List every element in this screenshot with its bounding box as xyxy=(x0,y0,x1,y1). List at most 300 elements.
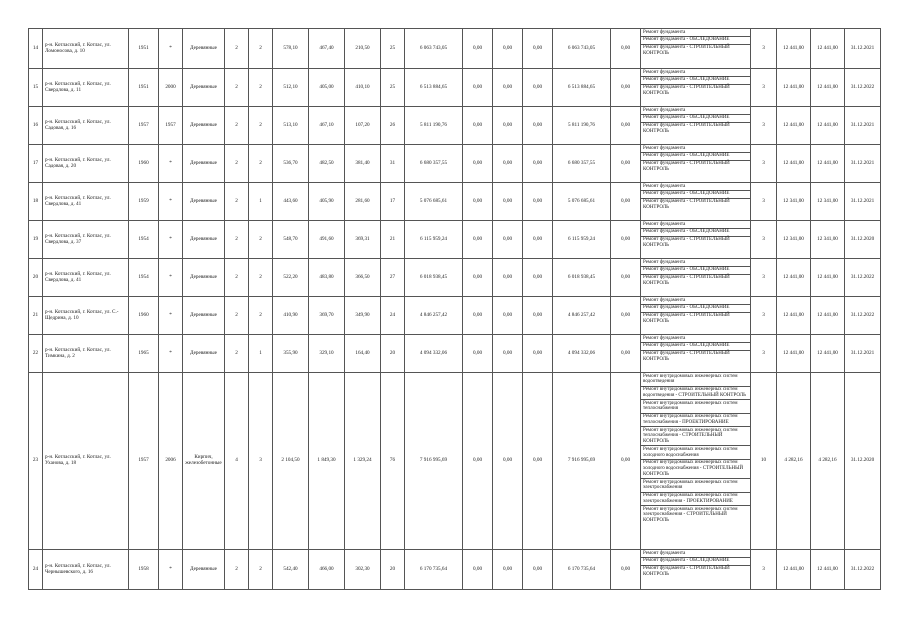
cell-address: р-н. Котласский, г. Котлас, ул. Свердлова, д. 37 xyxy=(43,221,129,259)
cell-address: р-н. Котласский, г. Котлас, ул. Ломоносова, д. 10 xyxy=(43,29,129,69)
cell-work-count: 3 xyxy=(751,221,777,259)
cell-funding-regional: 0,00 xyxy=(493,259,523,297)
cell-year-built: 1959 xyxy=(129,183,159,221)
cell-unit-cost-limit: 12 441,00 xyxy=(811,69,845,107)
cell-funding-regional: 0,00 xyxy=(493,69,523,107)
cell-row-number: 22 xyxy=(29,335,43,373)
cell-entrances: 2 xyxy=(249,145,273,183)
cell-area-residential: 366,50 xyxy=(345,259,381,297)
cell-floors: 2 xyxy=(225,335,249,373)
works-list xyxy=(641,259,750,287)
cell-area-living: 466,00 xyxy=(309,550,345,590)
cell-funding-other: 0,00 xyxy=(611,550,641,590)
cell-unit-cost: 12 441,00 xyxy=(777,297,811,335)
cell-funding-federal: 0,00 xyxy=(463,297,493,335)
cell-wall-material: Деревянные xyxy=(183,107,225,145)
cell-year-built: 1957 xyxy=(129,107,159,145)
cell-row-number: 16 xyxy=(29,107,43,145)
cell-area-living: 491,60 xyxy=(309,221,345,259)
cell-residents: 24 xyxy=(381,297,405,335)
work-item: Ремонт фундамента xyxy=(641,29,750,37)
cell-area-total: 513,10 xyxy=(273,107,309,145)
work-item: Ремонт фундамента xyxy=(641,335,750,343)
cell-wall-material: Деревянные xyxy=(183,69,225,107)
cell-work-count: 10 xyxy=(751,373,777,550)
cell-cost-total: 6 018 938,45 xyxy=(405,259,463,297)
cell-funding-owners: 6 170 735,64 xyxy=(553,550,611,590)
cell-completion-date: 31.12.2021 xyxy=(845,107,881,145)
cell-funding-owners: 6 680 357,55 xyxy=(553,145,611,183)
work-item: Ремонт фундамента - ОБСЛЕДОВАНИЕ xyxy=(641,267,750,275)
cell-residents: 25 xyxy=(381,29,405,69)
works-list xyxy=(641,335,750,363)
table-row xyxy=(29,29,881,69)
cell-funding-owners: 6 018 938,45 xyxy=(553,259,611,297)
cell-wall-material: Деревянные xyxy=(183,29,225,69)
cell-completion-date: 31.12.2021 xyxy=(845,183,881,221)
cell-funding-federal: 0,00 xyxy=(463,69,493,107)
cell-work-count: 3 xyxy=(751,335,777,373)
cell-entrances: 2 xyxy=(249,69,273,107)
cell-work-count: 3 xyxy=(751,107,777,145)
cell-funding-owners: 7 916 995,69 xyxy=(553,373,611,550)
cell-funding-federal: 0,00 xyxy=(463,183,493,221)
cell-funding-regional: 0,00 xyxy=(493,221,523,259)
cell-entrances: 2 xyxy=(249,297,273,335)
table-row xyxy=(29,69,881,107)
cell-residents: 17 xyxy=(381,183,405,221)
cell-unit-cost: 12 441,00 xyxy=(777,145,811,183)
cell-funding-local: 0,00 xyxy=(523,259,553,297)
cell-funding-federal: 0,00 xyxy=(463,550,493,590)
cell-cost-total: 6 063 743,05 xyxy=(405,29,463,69)
cell-funding-local: 0,00 xyxy=(523,335,553,373)
cell-unit-cost: 12 441,00 xyxy=(777,335,811,373)
cell-entrances: 2 xyxy=(249,259,273,297)
cell-cost-total: 5 811 190,76 xyxy=(405,107,463,145)
cell-residents: 31 xyxy=(381,145,405,183)
cell-area-total: 443,60 xyxy=(273,183,309,221)
cell-row-number: 23 xyxy=(29,373,43,550)
cell-wall-material: Деревянные xyxy=(183,221,225,259)
cell-year-built: 1958 xyxy=(129,550,159,590)
cell-year-reconstructed: * xyxy=(159,145,183,183)
cell-funding-federal: 0,00 xyxy=(463,145,493,183)
cell-funding-regional: 0,00 xyxy=(493,297,523,335)
cell-floors: 2 xyxy=(225,550,249,590)
cell-address: р-н. Котласский, г. Котлас, ул. Свердлова, д. 41 xyxy=(43,259,129,297)
cell-funding-federal: 0,00 xyxy=(463,29,493,69)
cell-works-list xyxy=(641,183,751,221)
work-item: Ремонт фундамента xyxy=(641,259,750,267)
cell-floors: 2 xyxy=(225,145,249,183)
cell-area-residential: 381,40 xyxy=(345,145,381,183)
works-list xyxy=(641,221,750,249)
cell-unit-cost-limit: 12 441,00 xyxy=(811,297,845,335)
cell-row-number: 19 xyxy=(29,221,43,259)
table-row xyxy=(29,550,881,590)
cell-year-reconstructed: * xyxy=(159,221,183,259)
cell-funding-local: 0,00 xyxy=(523,29,553,69)
cell-funding-other: 0,00 xyxy=(611,145,641,183)
cell-unit-cost: 12 441,00 xyxy=(777,259,811,297)
work-item: Ремонт фундамента - СТРОИТЕЛЬНЫЙ КОНТРОЛЬ xyxy=(643,275,730,286)
cell-area-living: 483,80 xyxy=(309,259,345,297)
cell-area-living: 405,90 xyxy=(309,183,345,221)
cell-area-residential: 410,10 xyxy=(345,69,381,107)
cell-works-list xyxy=(641,297,751,335)
cell-funding-regional: 0,00 xyxy=(493,373,523,550)
cell-funding-owners: 5 076 685,61 xyxy=(553,183,611,221)
cell-funding-federal: 0,00 xyxy=(463,335,493,373)
cell-entrances: 2 xyxy=(249,29,273,69)
table-row xyxy=(29,335,881,373)
cell-area-living: 482,50 xyxy=(309,145,345,183)
cell-funding-other: 0,00 xyxy=(611,107,641,145)
cell-unit-cost-limit: 12 341,00 xyxy=(811,221,845,259)
cell-area-total: 2 104,50 xyxy=(273,373,309,550)
work-item: Ремонт внутридомовых инженерных систем теплоснабжения xyxy=(641,400,750,414)
cell-year-reconstructed: 2006 xyxy=(159,373,183,550)
cell-funding-local: 0,00 xyxy=(523,373,553,550)
cell-funding-local: 0,00 xyxy=(523,183,553,221)
cell-completion-date: 31.12.2022 xyxy=(845,297,881,335)
repair-program-table xyxy=(28,28,881,590)
cell-funding-regional: 0,00 xyxy=(493,29,523,69)
cell-works-list xyxy=(641,259,751,297)
cell-works-list xyxy=(641,107,751,145)
cell-unit-cost-limit: 12 441,00 xyxy=(811,259,845,297)
cell-area-total: 512,10 xyxy=(273,69,309,107)
cell-year-reconstructed: * xyxy=(159,297,183,335)
cell-residents: 27 xyxy=(381,259,405,297)
work-item: Ремонт фундамента - СТРОИТЕЛЬНЫЙ КОНТРОЛЬ xyxy=(643,566,730,577)
cell-floors: 4 xyxy=(225,373,249,550)
cell-funding-other: 0,00 xyxy=(611,297,641,335)
cell-completion-date: 31.12.2021 xyxy=(845,335,881,373)
work-item: Ремонт фундамента - ОБСЛЕДОВАНИЕ xyxy=(641,115,750,123)
cell-unit-cost-limit: 12 441,00 xyxy=(811,29,845,69)
cell-floors: 2 xyxy=(225,259,249,297)
cell-area-total: 542,40 xyxy=(273,550,309,590)
cell-row-number: 20 xyxy=(29,259,43,297)
work-item: Ремонт внутридомовых инженерных систем электроснабжения - ПРОЕКТИРОВАНИЕ xyxy=(641,493,750,507)
work-item: Ремонт фундамента - ОБСЛЕДОВАНИЕ xyxy=(641,343,750,351)
work-item: Ремонт фундамента - СТРОИТЕЛЬНЫЙ КОНТРОЛЬ xyxy=(643,45,730,56)
cell-funding-owners: 5 811 190,76 xyxy=(553,107,611,145)
cell-residents: 20 xyxy=(381,335,405,373)
cell-funding-regional: 0,00 xyxy=(493,550,523,590)
work-item: Ремонт фундамента - ОБСЛЕДОВАНИЕ xyxy=(641,191,750,199)
table-row xyxy=(29,373,881,550)
cell-funding-owners: 4 846 257,42 xyxy=(553,297,611,335)
work-item: Ремонт фундамента xyxy=(641,221,750,229)
cell-address: р-н. Котласский, г. Котлас, ул. Садовая, д. 16 xyxy=(43,107,129,145)
work-item: Ремонт внутридомовых инженерных систем теплоснабжения - СТРОИТЕЛЬНЫЙ КОНТРОЛЬ xyxy=(641,427,750,446)
work-item: Ремонт внутридомовых инженерных систем холодного водоснабжения - СТРОИТЕЛЬНЫЙ КОНТРОЛЬ xyxy=(641,460,750,479)
cell-address: р-н. Котласский, г. Котлас, ул. С.-Щедрина, д. 10 xyxy=(43,297,129,335)
cell-area-total: 355,90 xyxy=(273,335,309,373)
cell-year-built: 1951 xyxy=(129,29,159,69)
cell-row-number: 14 xyxy=(29,29,43,69)
cell-wall-material: Деревянные xyxy=(183,259,225,297)
cell-floors: 2 xyxy=(225,107,249,145)
cell-unit-cost-limit: 12 341,00 xyxy=(811,183,845,221)
cell-year-reconstructed: * xyxy=(159,550,183,590)
cell-residents: 21 xyxy=(381,221,405,259)
cell-unit-cost-limit: 12 441,00 xyxy=(811,550,845,590)
work-item: Ремонт внутридомовых инженерных систем электроснабжения xyxy=(641,479,750,493)
cell-funding-other: 0,00 xyxy=(611,183,641,221)
cell-completion-date: 31.12.2022 xyxy=(845,550,881,590)
cell-address: р-н. Котласский, г. Котлас, ул. Чернышевского, д. 16 xyxy=(43,550,129,590)
cell-residents: 76 xyxy=(381,373,405,550)
cell-wall-material: Деревянные xyxy=(183,335,225,373)
cell-unit-cost: 12 441,00 xyxy=(777,29,811,69)
cell-funding-local: 0,00 xyxy=(523,145,553,183)
cell-year-reconstructed: * xyxy=(159,335,183,373)
cell-year-built: 1960 xyxy=(129,297,159,335)
cell-year-built: 1954 xyxy=(129,221,159,259)
work-item: Ремонт фундамента - СТРОИТЕЛЬНЫЙ КОНТРОЛЬ xyxy=(643,199,730,210)
cell-unit-cost: 4 282,16 xyxy=(777,373,811,550)
cell-entrances: 2 xyxy=(249,221,273,259)
cell-entrances: 3 xyxy=(249,373,273,550)
work-item: Ремонт фундамента xyxy=(641,183,750,191)
cell-area-residential: 164,40 xyxy=(345,335,381,373)
cell-area-living: 467,10 xyxy=(309,107,345,145)
cell-unit-cost: 12 341,00 xyxy=(777,183,811,221)
cell-funding-local: 0,00 xyxy=(523,550,553,590)
cell-area-residential: 281,60 xyxy=(345,183,381,221)
table-row xyxy=(29,107,881,145)
cell-works-list xyxy=(641,29,751,69)
work-item: Ремонт фундамента - СТРОИТЕЛЬНЫЙ КОНТРОЛЬ xyxy=(643,313,730,324)
cell-unit-cost-limit: 4 282,16 xyxy=(811,373,845,550)
cell-works-list xyxy=(641,550,751,590)
cell-unit-cost-limit: 12 441,00 xyxy=(811,335,845,373)
cell-floors: 2 xyxy=(225,221,249,259)
cell-work-count: 3 xyxy=(751,145,777,183)
cell-wall-material: Кирпич, железобетонные xyxy=(183,373,225,550)
work-item: Ремонт фундамента - ОБСЛЕДОВАНИЕ xyxy=(641,153,750,161)
cell-area-total: 578,10 xyxy=(273,29,309,69)
cell-work-count: 3 xyxy=(751,297,777,335)
cell-works-list xyxy=(641,221,751,259)
cell-address: р-н. Котласский, г. Котлас, ул. Свердлова, д. 41 xyxy=(43,183,129,221)
cell-area-residential: 349,90 xyxy=(345,297,381,335)
work-item: Ремонт фундамента - ОБСЛЕДОВАНИЕ xyxy=(641,77,750,85)
cell-funding-regional: 0,00 xyxy=(493,145,523,183)
work-item: Ремонт фундамента - СТРОИТЕЛЬНЫЙ КОНТРОЛЬ xyxy=(643,351,730,362)
work-item: Ремонт фундамента - ОБСЛЕДОВАНИЕ xyxy=(641,558,750,566)
cell-funding-local: 0,00 xyxy=(523,297,553,335)
cell-entrances: 1 xyxy=(249,183,273,221)
cell-funding-federal: 0,00 xyxy=(463,259,493,297)
cell-cost-total: 6 680 357,55 xyxy=(405,145,463,183)
cell-funding-other: 0,00 xyxy=(611,373,641,550)
cell-work-count: 3 xyxy=(751,183,777,221)
work-item: Ремонт фундамента xyxy=(641,107,750,115)
cell-work-count: 3 xyxy=(751,550,777,590)
cell-year-reconstructed: 1957 xyxy=(159,107,183,145)
cell-area-living: 1 849,30 xyxy=(309,373,345,550)
cell-unit-cost-limit: 12 441,00 xyxy=(811,107,845,145)
cell-cost-total: 6 513 884,65 xyxy=(405,69,463,107)
work-item: Ремонт внутридомовых инженерных систем холодного водоснабжения xyxy=(641,446,750,460)
cell-area-living: 369,70 xyxy=(309,297,345,335)
cell-floors: 2 xyxy=(225,183,249,221)
cell-year-reconstructed: * xyxy=(159,259,183,297)
cell-area-total: 522,20 xyxy=(273,259,309,297)
cell-entrances: 1 xyxy=(249,335,273,373)
cell-completion-date: 31.12.2021 xyxy=(845,29,881,69)
works-list xyxy=(641,550,750,578)
cell-year-reconstructed: * xyxy=(159,183,183,221)
cell-row-number: 17 xyxy=(29,145,43,183)
cell-funding-owners: 6 513 884,65 xyxy=(553,69,611,107)
cell-funding-other: 0,00 xyxy=(611,69,641,107)
work-item: Ремонт фундамента - ОБСЛЕДОВАНИЕ xyxy=(641,305,750,313)
cell-address: р-н. Котласский, г. Котлас, ул. Садовая, д. 20 xyxy=(43,145,129,183)
cell-area-total: 548,70 xyxy=(273,221,309,259)
work-item: Ремонт фундамента xyxy=(641,550,750,558)
cell-funding-regional: 0,00 xyxy=(493,107,523,145)
cell-funding-other: 0,00 xyxy=(611,29,641,69)
cell-cost-total: 4 846 257,42 xyxy=(405,297,463,335)
cell-completion-date: 31.12.2021 xyxy=(845,145,881,183)
cell-area-residential: 1 329,24 xyxy=(345,373,381,550)
cell-funding-other: 0,00 xyxy=(611,259,641,297)
cell-funding-local: 0,00 xyxy=(523,69,553,107)
cell-year-built: 1957 xyxy=(129,373,159,550)
cell-unit-cost: 12 341,00 xyxy=(777,221,811,259)
cell-area-total: 536,70 xyxy=(273,145,309,183)
work-item: Ремонт внутридомовых инженерных систем электроснабжения - СТРОИТЕЛЬНЫЙ КОНТРОЛЬ xyxy=(643,506,738,523)
table-body xyxy=(29,29,881,590)
cell-cost-total: 7 916 995,69 xyxy=(405,373,463,550)
cell-area-living: 329,10 xyxy=(309,335,345,373)
cell-row-number: 18 xyxy=(29,183,43,221)
cell-year-built: 1951 xyxy=(129,69,159,107)
works-list xyxy=(641,145,750,173)
cell-cost-total: 4 094 332,06 xyxy=(405,335,463,373)
cell-address: р-н. Котласский, г. Котлас, ул. Свердлова, д. 11 xyxy=(43,69,129,107)
table-row xyxy=(29,183,881,221)
document-sheet xyxy=(28,28,880,590)
cell-row-number: 21 xyxy=(29,297,43,335)
cell-funding-federal: 0,00 xyxy=(463,373,493,550)
cell-floors: 2 xyxy=(225,29,249,69)
cell-work-count: 3 xyxy=(751,69,777,107)
work-item: Ремонт фундамента - ОБСЛЕДОВАНИЕ xyxy=(641,229,750,237)
cell-funding-owners: 6 115 959,24 xyxy=(553,221,611,259)
work-item: Ремонт фундамента - СТРОИТЕЛЬНЫЙ КОНТРОЛЬ xyxy=(643,85,730,96)
cell-entrances: 2 xyxy=(249,550,273,590)
cell-funding-federal: 0,00 xyxy=(463,221,493,259)
cell-residents: 26 xyxy=(381,107,405,145)
cell-works-list xyxy=(641,69,751,107)
table-row xyxy=(29,297,881,335)
cell-cost-total: 6 170 735,64 xyxy=(405,550,463,590)
work-item: Ремонт фундамента xyxy=(641,69,750,77)
cell-works-list xyxy=(641,335,751,373)
work-item: Ремонт фундамента - СТРОИТЕЛЬНЫЙ КОНТРОЛЬ xyxy=(643,161,730,172)
cell-funding-regional: 0,00 xyxy=(493,183,523,221)
cell-completion-date: 31.12.2022 xyxy=(845,259,881,297)
cell-residents: 20 xyxy=(381,550,405,590)
cell-funding-regional: 0,00 xyxy=(493,335,523,373)
cell-wall-material: Деревянные xyxy=(183,550,225,590)
cell-unit-cost-limit: 12 441,00 xyxy=(811,145,845,183)
works-list xyxy=(641,183,750,211)
cell-floors: 2 xyxy=(225,69,249,107)
work-item: Ремонт фундамента - СТРОИТЕЛЬНЫЙ КОНТРОЛЬ xyxy=(643,237,730,248)
cell-funding-federal: 0,00 xyxy=(463,107,493,145)
cell-wall-material: Деревянные xyxy=(183,297,225,335)
table-row xyxy=(29,145,881,183)
cell-work-count: 3 xyxy=(751,259,777,297)
cell-address: р-н. Котласский, г. Котлас, ул. Уханова, д. 18 xyxy=(43,373,129,550)
cell-year-built: 1954 xyxy=(129,259,159,297)
cell-funding-owners: 6 063 743,05 xyxy=(553,29,611,69)
cell-works-list xyxy=(641,145,751,183)
cell-year-reconstructed: 2000 xyxy=(159,69,183,107)
cell-funding-local: 0,00 xyxy=(523,221,553,259)
cell-wall-material: Деревянные xyxy=(183,145,225,183)
cell-row-number: 24 xyxy=(29,550,43,590)
cell-residents: 25 xyxy=(381,69,405,107)
cell-area-living: 405,00 xyxy=(309,69,345,107)
work-item: Ремонт фундамента xyxy=(641,297,750,305)
cell-completion-date: 31.12.2020 xyxy=(845,221,881,259)
cell-funding-other: 0,00 xyxy=(611,221,641,259)
cell-row-number: 15 xyxy=(29,69,43,107)
cell-floors: 2 xyxy=(225,297,249,335)
cell-area-residential: 302,30 xyxy=(345,550,381,590)
work-item: Ремонт внутридомовых инженерных систем водоотведения - СТРОИТЕЛЬНЫЙ КОНТРОЛЬ xyxy=(641,387,750,401)
table-row xyxy=(29,221,881,259)
cell-unit-cost: 12 441,00 xyxy=(777,69,811,107)
cell-work-count: 3 xyxy=(751,29,777,69)
work-item: Ремонт фундамента - СТРОИТЕЛЬНЫЙ КОНТРОЛЬ xyxy=(643,123,730,134)
cell-area-living: 467,40 xyxy=(309,29,345,69)
cell-works-list xyxy=(641,373,751,550)
cell-unit-cost: 12 441,00 xyxy=(777,107,811,145)
cell-wall-material: Деревянные xyxy=(183,183,225,221)
cell-funding-owners: 4 094 332,06 xyxy=(553,335,611,373)
cell-cost-total: 5 076 685,61 xyxy=(405,183,463,221)
cell-year-reconstructed: * xyxy=(159,29,183,69)
cell-funding-local: 0,00 xyxy=(523,107,553,145)
cell-completion-date: 31.12.2022 xyxy=(845,69,881,107)
work-item: Ремонт фундамента - ОБСЛЕДОВАНИЕ xyxy=(641,37,750,45)
cell-year-built: 1960 xyxy=(129,145,159,183)
cell-area-residential: 107,20 xyxy=(345,107,381,145)
works-list xyxy=(641,69,750,97)
cell-unit-cost: 12 441,00 xyxy=(777,550,811,590)
cell-area-residential: 369,31 xyxy=(345,221,381,259)
work-item: Ремонт фундамента xyxy=(641,145,750,153)
cell-year-built: 1965 xyxy=(129,335,159,373)
work-item: Ремонт внутридомовых инженерных систем теплоснабжения - ПРОЕКТИРОВАНИЕ xyxy=(641,414,750,428)
works-list xyxy=(641,373,750,524)
cell-cost-total: 6 115 959,24 xyxy=(405,221,463,259)
works-list xyxy=(641,107,750,135)
table-row xyxy=(29,259,881,297)
cell-area-total: 410,90 xyxy=(273,297,309,335)
works-list xyxy=(641,29,750,57)
